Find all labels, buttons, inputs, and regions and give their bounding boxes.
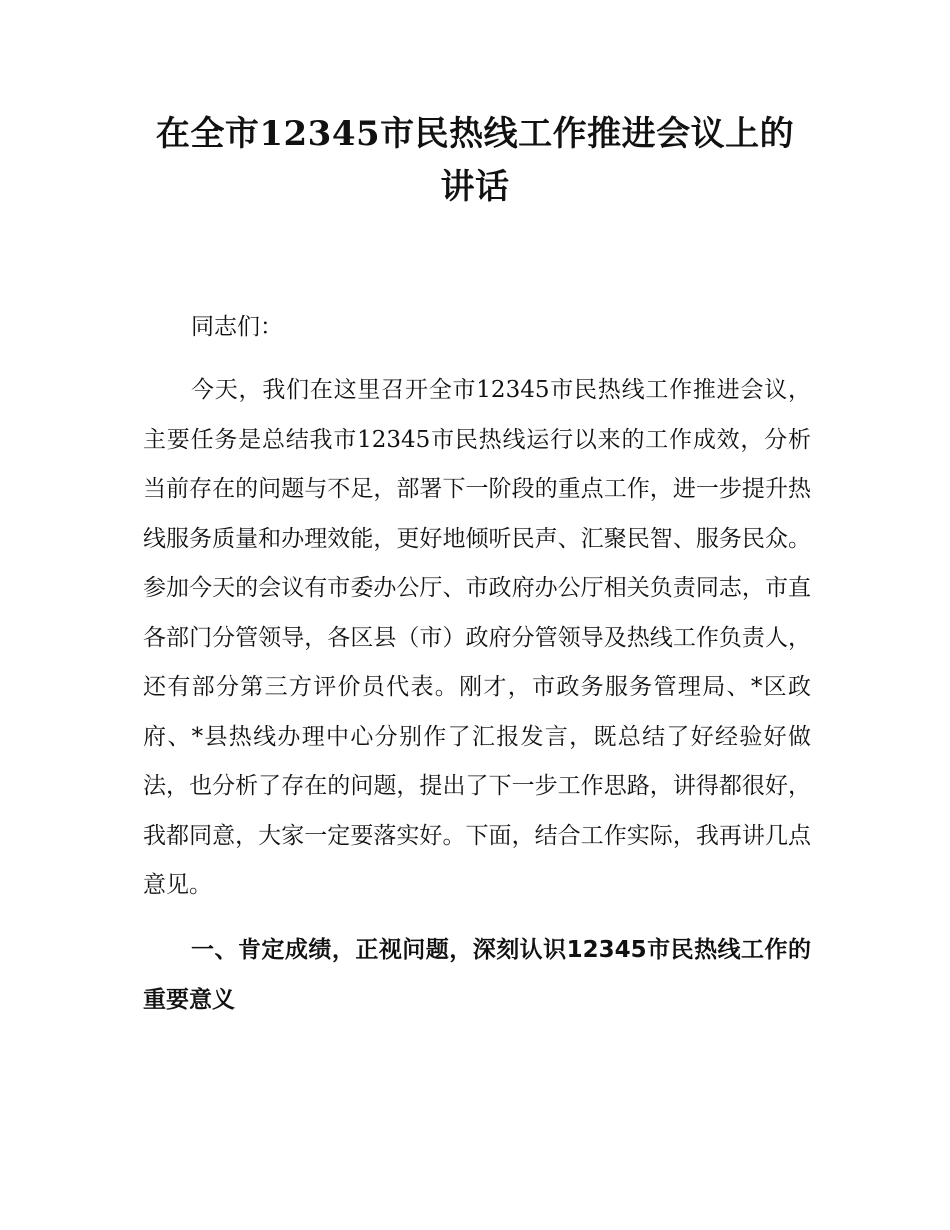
- greeting: 同志们：: [191, 314, 283, 340]
- section-heading: 一、肯定成绩，正视问题，深刻认识12345市民热线工作的重要意义: [143, 937, 811, 1013]
- body-paragraph: 今天，我们在这里召开全市12345市民热线工作推进会议，主要任务是总结我市12345市民热线运行以来的工作成效，分析当前存在的问题与不足，部署下一阶段的重点工作，进一步提升热线服务质量和办理效能，更好地倾听民声、汇聚民智、服务民众。参加今天的会议有市委办公厅、市政府办公厅相关负责同志，市直各部门分管领导，各区县（市）政府分管领导及热线工作负责人，还有部分第三方评价员代表。刚才，市政务服务管理局、*区政府、*县热线办理中心分别作了汇报发言，既总结了好经验好做法，也分析了存在的问题，提出了下一步工作思路，讲得都很好，我都同意，大家一定要落实好。下面，结合工作实际，我再讲几点意见。: [143, 377, 811, 898]
- document-title: 在全市12345市民热线工作推进会议上的讲话: [155, 114, 795, 207]
